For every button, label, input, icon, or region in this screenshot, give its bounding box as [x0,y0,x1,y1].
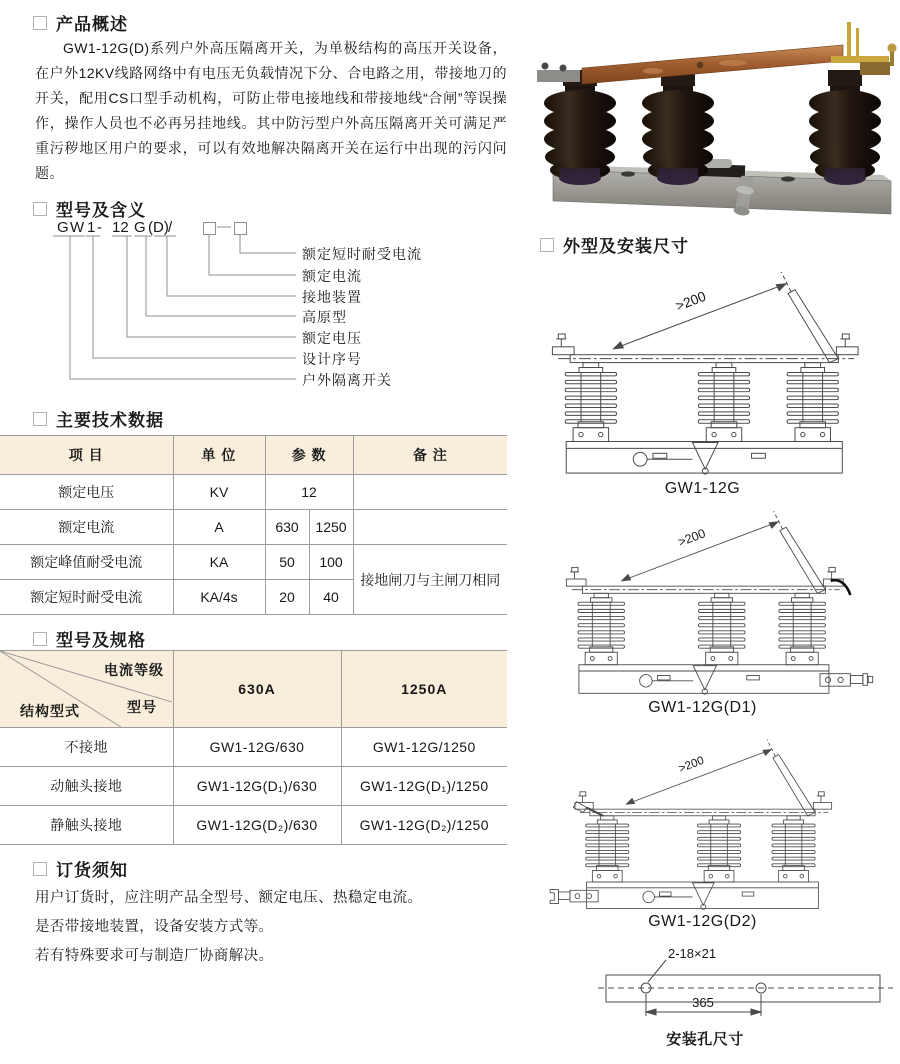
corner-header-cell [0,651,173,728]
section-heading-techdata [33,406,164,431]
corner-label-current: 电流等级 [104,662,164,678]
model-code-part: G [134,219,146,236]
cell-param: 40 [309,580,353,615]
dimension-label: >200 [673,288,709,314]
section-marker-icon [33,632,47,646]
cell-unit: KV [173,475,265,510]
spec-table [0,650,507,845]
cell-param: 1250 [309,510,353,545]
model-label: 高原型 [302,309,347,325]
section-marker-icon [33,862,47,876]
model-code-part: 1 [87,219,96,236]
cell-model: GW1-12G(D₁)/1250 [359,778,489,794]
ordering-line: 若有特殊要求可与制造厂协商解决。 [35,948,274,964]
model-code-part: G [57,219,69,236]
dimension-label: >200 [677,754,706,776]
section-title: 外型及安装尺寸 [563,237,689,256]
product-photo [533,18,900,230]
cell-structure: 动触头接地 [0,767,173,806]
section-marker-icon [33,412,47,426]
model-label: 设计序号 [302,351,362,367]
cell-param: 20 [265,580,309,615]
mounting-hole-drawing [598,942,893,1030]
cell-item: 额定电压 [0,475,173,510]
model-label: 户外隔离开关 [302,372,392,388]
mounting-caption: 安装孔尺寸 [666,1031,744,1048]
model-code-part: (D) [148,219,169,236]
col-header: 参 数 [265,436,353,475]
cell-model: GW1-12G/1250 [372,739,476,755]
drawing-caption: GW1-12G(D2) [648,913,757,930]
cell-note [353,475,507,510]
table-header-row [0,651,507,728]
cell-unit: KA/4s [173,580,265,615]
model-label: 额定电压 [302,330,362,346]
technical-data-table [0,435,507,615]
corner-label-model: 型号 [127,699,157,715]
hole-dimension-label: 2-18×21 [668,946,717,961]
model-code-part: - [97,219,102,236]
cell-unit: A [173,510,265,545]
col-header: 单 位 [173,436,265,475]
table-row [0,767,507,806]
drawing-caption: GW1-12G(D1) [648,699,757,716]
cell-param: 12 [265,475,353,510]
table-row [0,728,507,767]
model-code-part: W [70,219,85,236]
outline-drawing-gw1-12g-d2 [502,733,898,911]
dimension-label: >200 [676,526,708,550]
cell-model: GW1-12G/630 [173,728,341,767]
ordering-notes [35,884,507,971]
cell-item: 额定峰值耐受电流 [0,545,173,580]
model-label: 额定电流 [302,268,362,284]
table-row [0,545,507,580]
section-heading-outline [540,232,689,257]
cell-unit: KA [173,545,265,580]
col-header: 630A [173,651,341,728]
table-header-row [0,436,507,475]
cell-note-merged: 接地闸刀与主闸刀相同 [360,571,501,588]
outline-drawing-gw1-12g-d1 [544,504,896,696]
cell-param: 50 [265,545,309,580]
section-title: 型号及含义 [56,201,146,220]
table-row [0,510,507,545]
section-title: 型号及规格 [56,631,146,650]
cell-item: 额定电流 [0,510,173,545]
section-heading-spec [33,626,146,651]
col-header: 1250A [341,651,507,728]
cell-model: GW1-12G(D₂)/1250 [359,817,489,833]
section-marker-icon [33,16,47,30]
cell-item: 额定短时耐受电流 [0,580,173,615]
cell-model: GW1-12G(D₁)/630 [173,767,341,806]
corner-label-structure: 结构型式 [20,703,80,719]
section-title: 主要技术数据 [56,411,164,430]
span-dimension-label: 365 [692,995,714,1010]
section-heading-ordering [33,856,128,881]
cell-structure: 不接地 [0,728,173,767]
ordering-line: 是否带接地装置，设备安装方式等。 [35,919,274,935]
cell-model: GW1-12G(D₂)/630 [173,806,341,845]
cell-param: 630 [265,510,309,545]
col-header: 项 目 [0,436,173,475]
drawing-caption: GW1-12G [664,480,741,497]
model-blank-box [234,222,247,235]
ordering-line: 用户订货时，应注明产品全型号、额定电压、热稳定电流。 [35,890,423,906]
model-label: 额定短时耐受电流 [302,246,422,262]
model-label: 接地装置 [302,289,362,305]
table-row [0,475,507,510]
model-blank-box [203,222,216,235]
cell-note [353,510,507,545]
section-heading-overview [33,10,128,35]
outline-drawing-gw1-12g [548,264,896,476]
col-header: 备 注 [353,436,507,475]
section-title: 订货须知 [56,861,128,880]
cell-param: 100 [309,545,353,580]
cell-structure: 静触头接地 [0,806,173,845]
model-code-part: 12 [112,219,129,236]
section-title: 产品概述 [56,15,128,34]
model-meaning-diagram [0,210,510,402]
overview-paragraph: GW1-12G(D)系列户外高压隔离开关，为单极结构的高压开关设备，在户外12KV线路网络中有电压无负载情况下分、合电路之用，带接地刀的开关，配用CS口型手动机构，可防止带电接地线和带接地线“合闸”等误操作，操作人员也不必再另挂地线。其中防污型户外高压隔离开关可满足严重污秽地区用户的要求，可以有效地解决隔离开关在运行中出现的污闪问题。 [35,40,507,181]
section-marker-icon [540,238,554,252]
table-row [0,806,507,845]
model-code-part: / [168,219,173,236]
model-connector-lines [0,210,510,402]
